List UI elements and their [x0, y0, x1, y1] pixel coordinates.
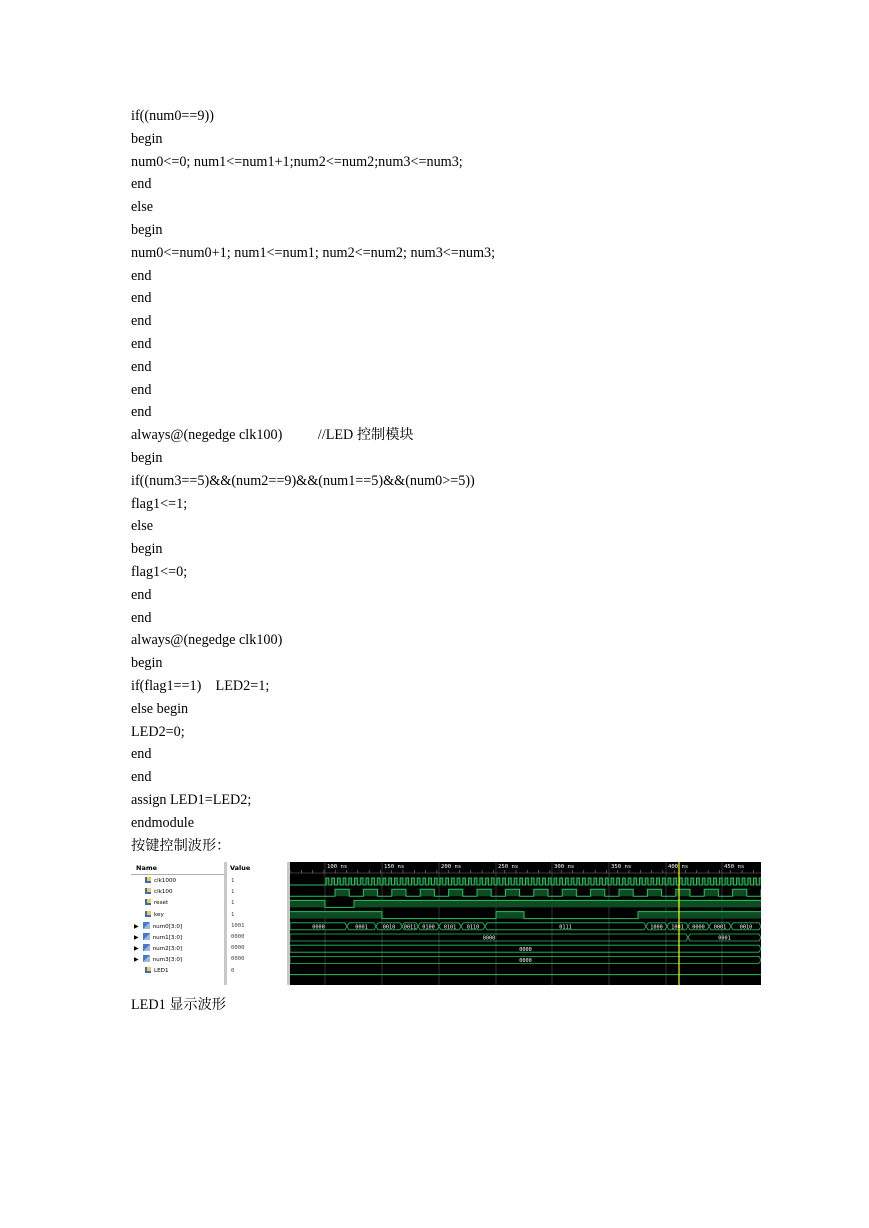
num1-trace-label: 0001	[718, 935, 731, 942]
clk100-trace	[477, 889, 491, 896]
clk100-trace	[335, 889, 349, 896]
signal-value: 0000	[231, 956, 245, 963]
code-line: end	[131, 313, 152, 330]
num0-trace-label: 0111	[559, 924, 572, 931]
signal-value: 1	[231, 911, 235, 918]
code-line: always@(negedge clk100)	[131, 632, 283, 649]
code-line: if((num3==5)&&(num2==9)&&(num1==5)&&(num0>=5))	[131, 472, 475, 489]
key-trace	[638, 912, 761, 919]
num0-trace-label: 0000	[692, 924, 705, 931]
num0-trace-label: 0001	[713, 924, 727, 931]
signal-icon	[145, 911, 151, 917]
code-line: end	[131, 746, 152, 763]
time-tick-label: 200 ns	[441, 864, 462, 870]
num0-trace-label: 0001	[355, 924, 368, 931]
num2-trace-label: 0000	[519, 946, 532, 953]
signal-name-panel	[131, 862, 224, 985]
signal-name: reset	[154, 900, 169, 907]
time-tick-label: 150 ns	[384, 864, 405, 870]
value-column-header: Value	[230, 864, 251, 872]
signal-name: clk100	[154, 889, 173, 896]
code-line: num0<=num0+1; num1<=num1; num2<=num2; num3<=num3;	[131, 244, 496, 261]
signal-name: LED1	[154, 967, 169, 974]
code-line: else	[131, 518, 154, 535]
code-line: if((num0==9))	[131, 108, 214, 124]
signal-name: clk1000	[154, 878, 177, 884]
time-tick-label: 250 ns	[498, 864, 519, 870]
code-line: else	[131, 199, 154, 216]
code-line: begin	[131, 655, 163, 672]
bus-signal-icon	[143, 955, 150, 962]
signal-name-row[interactable]	[145, 876, 176, 887]
clk100-trace	[290, 889, 761, 896]
signal-icon	[145, 899, 151, 905]
signal-icon	[145, 967, 151, 973]
time-tick-label: 350 ns	[611, 864, 632, 870]
code-line: end	[131, 586, 152, 603]
clk100-trace	[733, 889, 747, 896]
signal-name-row[interactable]	[145, 966, 169, 977]
num0-trace-label: 0110	[466, 924, 480, 931]
bus-signal-icon	[143, 933, 150, 940]
signal-name: num3[3:0]	[152, 957, 183, 964]
time-tick-label: 300 ns	[554, 864, 575, 870]
signal-name-row[interactable]	[145, 887, 173, 898]
code-line: begin	[131, 449, 163, 466]
signal-name-row[interactable]	[134, 932, 182, 943]
clk100-trace	[363, 889, 377, 896]
clk100-trace	[449, 889, 463, 896]
code-line: begin	[131, 541, 163, 558]
signal-name: num0[3:0]	[152, 923, 183, 930]
code-line: end	[131, 609, 152, 626]
signal-name-row[interactable]	[134, 943, 182, 954]
code-line: else begin	[131, 700, 189, 717]
num0-trace-label: 1001	[671, 924, 684, 931]
code-line: end	[131, 290, 152, 307]
expand-arrow-icon[interactable]: ▶	[134, 934, 139, 941]
code-line: begin	[131, 221, 163, 238]
code-line: LED2=0;	[131, 723, 185, 740]
code-line: 按键控制波形：	[131, 837, 231, 854]
expand-arrow-icon[interactable]: ▶	[134, 922, 139, 930]
signal-value: 1	[231, 900, 235, 907]
num0-trace-label: 0010	[382, 924, 396, 931]
signal-value: 1	[231, 878, 235, 884]
code-line: always@(negedge clk100) //LED 控制模块	[131, 427, 414, 444]
signal-name: num1[3:0]	[152, 935, 183, 941]
code-line: if(flag1==1) LED2=1;	[131, 677, 270, 694]
signal-name-row[interactable]	[134, 921, 182, 932]
num0-trace-label: 0010	[739, 924, 753, 931]
code-line: end	[131, 176, 152, 193]
code-line: num0<=0; num1<=num1+1;num2<=num2;num3<=num3;	[131, 153, 463, 170]
clk100-trace	[392, 889, 406, 896]
num0-trace-label: 0000	[312, 924, 325, 931]
signal-value: 1001	[231, 922, 245, 929]
code-line: end	[131, 335, 152, 352]
num0-trace-label: 0011	[403, 924, 417, 931]
num0-trace-label: 0101	[443, 924, 457, 931]
figure-caption: LED1 显示波形	[131, 997, 226, 1013]
time-tick-label: 100 ns	[327, 864, 348, 870]
key-trace	[496, 912, 524, 919]
code-line: flag1<=1;	[131, 495, 188, 512]
signal-value-panel	[227, 862, 287, 985]
time-tick-label: 450 ns	[724, 864, 745, 870]
clk100-trace	[562, 889, 576, 896]
signal-name-row[interactable]	[134, 954, 182, 965]
clk100-trace	[420, 889, 434, 896]
num0-trace-label: 0100	[422, 924, 435, 931]
code-listing	[131, 105, 495, 857]
signal-name: key	[154, 911, 164, 918]
clk100-trace	[534, 889, 548, 896]
clk1000-trace	[290, 878, 761, 885]
clk100-trace	[676, 889, 690, 896]
waveform-traces	[290, 862, 761, 985]
code-line: end	[131, 404, 152, 421]
time-tick-label: 400 ns	[668, 864, 689, 870]
signal-value: 0000	[231, 945, 245, 952]
num0-trace-label: 1000	[650, 924, 663, 931]
signal-icon	[145, 877, 151, 883]
clk100-trace	[505, 889, 519, 896]
key-trace	[290, 912, 382, 919]
expand-arrow-icon[interactable]: ▶	[134, 956, 139, 964]
code-line: flag1<=0;	[131, 563, 188, 580]
code-line: end	[131, 358, 152, 375]
bus-signal-icon	[143, 944, 150, 951]
clk100-trace	[647, 889, 661, 896]
reset-trace	[290, 900, 325, 907]
waveform-viewer	[131, 862, 761, 985]
clk100-trace	[619, 889, 633, 896]
clk100-trace	[591, 889, 605, 896]
signal-name-row[interactable]	[145, 898, 168, 909]
waveform-plot[interactable]	[290, 862, 761, 985]
code-line: begin	[131, 130, 163, 147]
expand-arrow-icon[interactable]: ▶	[134, 945, 139, 953]
reset-trace	[354, 900, 761, 907]
code-line: end	[131, 769, 152, 786]
signal-icon	[145, 888, 151, 894]
signal-value: 0000	[231, 934, 245, 940]
clk100-trace	[704, 889, 718, 896]
num3-trace-label: 0000	[519, 958, 532, 965]
signal-name: num2[3:0]	[152, 946, 183, 953]
code-line: end	[131, 381, 152, 398]
code-line: endmodule	[131, 814, 195, 831]
num1-trace-label: 0000	[482, 935, 496, 942]
signal-value: 1	[231, 889, 235, 896]
bus-signal-icon	[143, 922, 150, 929]
signal-name-row[interactable]	[145, 910, 164, 921]
code-line: assign LED1=LED2;	[131, 791, 252, 808]
signal-value: 0	[231, 967, 235, 974]
name-column-header: Name	[136, 864, 158, 872]
code-line: end	[131, 267, 152, 284]
